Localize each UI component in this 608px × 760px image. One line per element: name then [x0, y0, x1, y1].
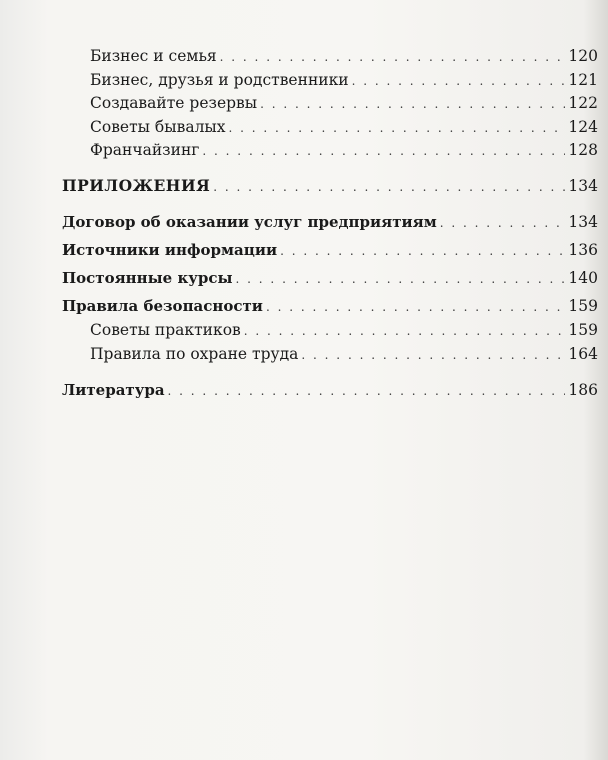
toc-entry-title: Создавайте резервы [90, 94, 258, 112]
toc-entry-title: Бизнес и семья [90, 47, 217, 65]
toc-entry[interactable] [90, 320, 598, 341]
toc-entry[interactable] [62, 240, 598, 261]
leader-dots [352, 71, 566, 91]
toc-entry-page: 140 [568, 269, 598, 287]
toc-entry-title: Бизнес, друзья и родственники [90, 71, 349, 89]
toc-entry-title: Договор об оказании услуг предприятиям [62, 213, 437, 231]
leader-dots [236, 269, 566, 289]
toc-entry-page: 159 [568, 297, 598, 315]
toc-entry[interactable] [90, 46, 598, 67]
toc-entry-page: 120 [568, 47, 598, 65]
toc-entry[interactable] [62, 268, 598, 289]
toc-entry-title: Советы практиков [90, 321, 241, 339]
toc-entry[interactable] [90, 70, 598, 91]
toc-entry-page: 136 [568, 241, 598, 259]
leader-dots [220, 47, 566, 67]
toc-entry-page: 122 [568, 94, 598, 112]
toc-entry-page: 134 [568, 213, 598, 231]
toc-entry-title: Правила по охране труда [90, 345, 299, 363]
toc-entry-page: 164 [568, 345, 598, 363]
toc-entry-title: ПРИЛОЖЕНИЯ [62, 176, 211, 195]
leader-dots [301, 345, 565, 365]
leader-dots [168, 381, 566, 401]
toc-entry[interactable] [90, 117, 598, 138]
toc-entry-title: Советы бывалых [90, 118, 226, 136]
toc-entry[interactable] [62, 296, 598, 317]
toc-entry-title: Франчайзинг [90, 141, 200, 159]
leader-dots [260, 94, 565, 114]
toc-entry-page: 159 [568, 321, 598, 339]
toc-entry-title: Правила безопасности [62, 297, 263, 315]
toc-entry[interactable] [62, 380, 598, 401]
toc-entry[interactable] [90, 93, 598, 114]
leader-dots [280, 241, 565, 261]
toc-entry-title: Литература [62, 381, 165, 399]
leader-dots [266, 297, 565, 317]
toc-section-heading[interactable] [62, 176, 598, 197]
toc-entry-page: 121 [568, 71, 598, 89]
toc-entry-page: 124 [568, 118, 598, 136]
toc-entry-page: 134 [568, 177, 598, 195]
toc-entry-title: Источники информации [62, 241, 278, 259]
toc-entry-page: 128 [568, 141, 598, 159]
toc-entry[interactable] [90, 344, 598, 365]
toc-entry[interactable] [62, 212, 598, 233]
toc-entry-title: Постоянные курсы [62, 269, 233, 287]
leader-dots [202, 141, 565, 161]
leader-dots [213, 177, 565, 197]
leader-dots [244, 321, 566, 341]
toc-entry-page: 186 [568, 381, 598, 399]
toc-entry[interactable] [90, 140, 598, 161]
leader-dots [229, 118, 566, 138]
leader-dots [440, 213, 566, 233]
